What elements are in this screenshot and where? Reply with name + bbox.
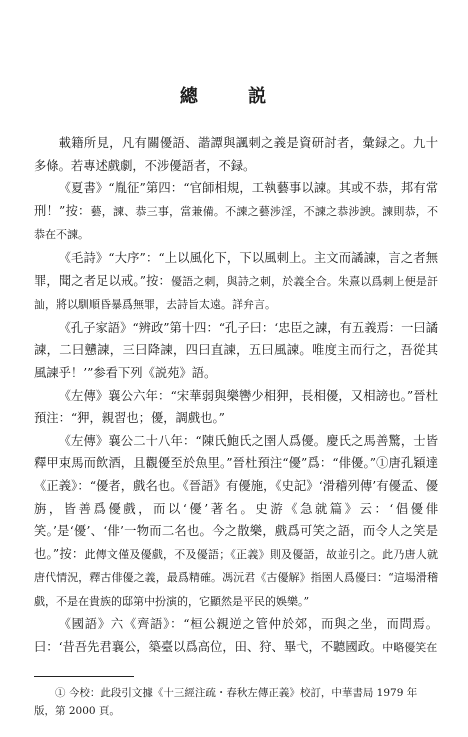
paragraph-text: 《左傳》襄公六年：“宋華弱與樂轡少相狎，長相優，又相謗也。”晉杜預注：“狎，親習也；優，調戲也。” — [34, 388, 438, 426]
footnote: ① 今校：此段引文據《十三經注疏・春秋左傳正義》校訂，中華書局 1979 年版，第 2000 頁。 — [34, 687, 418, 717]
paragraph-text: 《國語》六《齊語》：“桓公親逆之管仲於郊，而與之坐，而問焉。曰：‘昔吾先君襄公，築臺以爲高位，田、狩、畢弋，不聽國政。 — [34, 617, 438, 655]
paragraph — [34, 132, 438, 177]
paragraph — [34, 247, 438, 317]
paragraph-text: 載籍所見，凡有關優語、諧譚與諷刺之義是資研討者，彙録之。九十多條。若專述戲劇，不涉優語者，不録。 — [34, 136, 438, 173]
paragraph — [34, 613, 438, 659]
paragraph — [34, 177, 438, 247]
footnote-divider — [34, 676, 134, 677]
paragraph-text: 《夏書》“胤征”第四：“官師相規，工執藝事以諫。其或不恭，邦有常刑！”按： — [34, 181, 438, 218]
paragraph-text: 《孔子家語》“辨政”第十四：“孔子曰：‘忠臣之諫，有五義焉：一曰譎諫，二曰戇諫，三曰降諫，四曰直諫，五曰風諫。唯度主而行之，吾從其風諫乎！’”参看下列《説苑》語。 — [34, 320, 438, 380]
annotation-text: 中略優笑在 — [382, 641, 438, 655]
annotation-text: 優語之刺，與詩之刺，於義全合。朱熹以爲刺上便是訐訕，將以馴順昏暴爲無罪，去詩旨太遠。詳弁言。 — [34, 274, 439, 312]
page-title: 總 説 — [179, 86, 289, 107]
paragraph — [34, 317, 438, 385]
body-text — [34, 132, 438, 660]
paragraph-text: 《左傳》襄公二十八年：“陳氏鮑氏之圉人爲優。慶氏之馬善驚，士皆釋甲束馬而飲酒，且觀優至於魚里。”晉杜預注“優”爲：“俳優。”①唐孔穎達《正義》：“優者，戲名也。《晉語》有優施，《史記》‘滑稽列傳’有優孟、優旃，皆善爲優戲，而以‘優’著名。史游《急就篇》云：‘倡優俳笑。’是‘優’、‘俳’一物而二名也。今之散樂，戲爲可笑之語，而令人之笑是也。”按： — [34, 433, 438, 561]
paragraph — [34, 385, 438, 430]
paragraph — [34, 430, 438, 614]
annotation-text: 藝，諫、恭三事，當兼備。不諫之藝涉淫，不諫之恭涉諛。諫則恭，不恭在不諫。 — [34, 204, 439, 242]
paragraph-text: 《毛詩》“大序”：“上以風化下，下以風刺上。主文而譎諫，言之者無罪，聞之者足以戒。”按： — [34, 250, 438, 288]
annotation-text: 此傳文僅及優戲，不及優語；《正義》則及優語，故並引之。此乃唐人就唐代情況，釋古俳優之義，最爲精確。馮沅君《古優解》指圉人爲優曰：“這場滑稽戲，不是在貴族的邸第中扮演的，它顯然是平民的娛樂。” — [34, 547, 439, 608]
